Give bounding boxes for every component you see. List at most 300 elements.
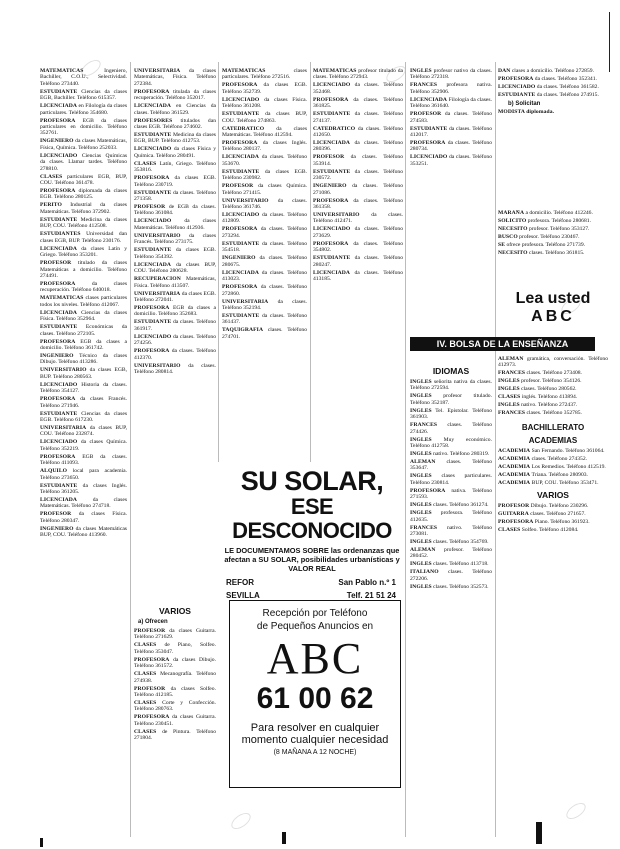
ad-text: nativo. Teléfono 273081. (410, 524, 492, 538)
ad-keyword: LICENCIADA (40, 245, 78, 252)
classified-ad (313, 183, 403, 196)
classified-ad (134, 291, 216, 304)
classified-ad (134, 103, 216, 116)
ad-text: nativo. Teléfono 280319. (431, 451, 490, 458)
classified-ad (222, 126, 307, 139)
ad-text: da clases. Teléfono 280734. (410, 140, 492, 153)
ad-keyword: PROFESOR (410, 111, 442, 118)
classified-ad (134, 89, 216, 102)
ad-text: clases. Teléfono 354769. (431, 539, 489, 546)
ad-text: da clases. Teléfono 352468. (313, 82, 403, 95)
ad-keyword: PROFESORES (134, 117, 173, 124)
classified-ad (40, 339, 127, 352)
classified-ad (40, 382, 127, 395)
ad-keyword: PERITO (40, 202, 62, 209)
solar-phone: Telf. 21 51 24 (346, 591, 396, 600)
ad-keyword: MATEMATICAS (313, 68, 357, 74)
ad-text: da clases. Teléfono 353251. (410, 154, 492, 167)
classified-ad (498, 226, 608, 232)
ad-text: clases. Teléfono 352785. (525, 410, 582, 417)
classified-ad (410, 459, 492, 472)
ad-text: clases. Teléfono 274352. (530, 455, 588, 462)
scan-mark (282, 832, 286, 844)
ad-keyword: FRANCES (410, 422, 438, 429)
ad-text: da clases EGB. Teléfono 354392. (134, 247, 216, 260)
ad-keyword: INGLES (410, 451, 432, 458)
ad-text: diplomada da clases EGB. Teléfono 280125. (40, 188, 127, 201)
classified-ad (410, 561, 492, 567)
ad-keyword: NECESITO (498, 250, 528, 256)
classified-ad (222, 327, 307, 340)
ad-keyword: ESTUDIANTE (222, 312, 260, 319)
classified-ad (134, 190, 216, 203)
classified-ad (40, 138, 127, 151)
ad-keyword: ESTUDIANTE (222, 240, 260, 247)
classified-ad (134, 363, 216, 376)
classified-ad (313, 270, 403, 283)
classified-ad (498, 218, 608, 224)
classified-ad (498, 210, 608, 216)
ad-keyword: UNIVERSITARIO (134, 362, 181, 369)
ad-text: de Pintura. Teléfono 271804. (134, 728, 216, 742)
ad-keyword: INGLES (410, 539, 432, 546)
classified-ad (134, 700, 216, 713)
ad-text: da clases Latín y Griego. Teléfono 353201. (40, 245, 127, 259)
classified-ad (40, 483, 127, 496)
classified-ad (410, 569, 492, 582)
ad-text: clases particulares. Teléfono 230814. (410, 473, 492, 486)
ad-text: da clases. Teléfono 230572. (313, 168, 403, 182)
classified-ad (222, 226, 307, 239)
ad-text: da clases Guitarra. Teléfono 271629. (134, 628, 216, 641)
ad-text: clases. Teléfono 413718. (431, 561, 489, 568)
ad-text: Matemáticas, Física. Teléfono 413507. (134, 276, 216, 289)
ad-keyword: NECESITO (498, 226, 528, 232)
ad-text: Piano. Teléfono 361923. (533, 519, 590, 526)
ad-text: Ciencias da clases EGB, Bachiller. Teléfono 615357. (40, 88, 127, 102)
classified-ad (498, 84, 608, 90)
classified-ad (410, 111, 492, 124)
classified-ad (222, 284, 307, 297)
ad-text: da clases. Teléfono 361917. (134, 319, 216, 332)
ad-keyword: LICENCIADO (134, 146, 172, 153)
classified-ad (313, 140, 403, 153)
ad-text: Técnico da clases Dibujo. Teléfono 413286. (40, 352, 127, 366)
classified-ad (410, 422, 492, 435)
abc-ad-line-3: Para resolver en cualquier (250, 722, 380, 734)
classified-ad (410, 154, 492, 167)
classified-ad (222, 183, 307, 196)
ad-text: profesor titulado. Teléfono 352187. (410, 393, 492, 406)
ad-keyword: ESTUDIANTES (40, 231, 81, 238)
ad-text: da clases. Teléfono 352341. (533, 76, 597, 82)
ad-keyword: ESTUDIANTE (134, 319, 172, 326)
ad-text: San Fernando. Teléfono 361064. (530, 447, 605, 454)
ad-text: da clases Solfeo. Teléfono 412185. (134, 685, 216, 699)
ad-text: Los Remedios. Teléfono 412519. (530, 463, 606, 470)
ad-text: da clases Química. Teléfono 271415. (222, 183, 307, 196)
ad-text: Mecanografía. Teléfono 274938. (134, 671, 216, 684)
ad-keyword: BUSCO (498, 234, 518, 240)
classified-ad (313, 198, 403, 211)
classified-ad (410, 393, 492, 406)
classified-ad (410, 451, 492, 457)
classified-ad (222, 68, 307, 81)
ad-text: da clases. Teléfono 280247. (313, 255, 403, 268)
ad-keyword: CLASES (134, 671, 157, 678)
ad-keyword: LICENCIADA (313, 269, 351, 276)
ad-keyword: CLASES (498, 527, 521, 534)
ad-text: Triana. Teléfono 280903. (530, 471, 588, 478)
classified-ad (40, 217, 127, 230)
ad-keyword: ACADEMIA (498, 479, 531, 486)
classified-ad (222, 313, 307, 326)
ad-text: da clases EGB. Teléfono 230982. (222, 168, 307, 182)
classified-ad (134, 671, 216, 684)
classified-ad (498, 76, 608, 82)
ad-text: da clases Francés. Teléfono 271946. (40, 396, 127, 409)
ad-keyword: PROFESORA (40, 117, 76, 124)
solar-headline-2: ESE DESCONOCIDO (232, 494, 392, 543)
ad-text: clases. Teléfono 274426. (410, 422, 492, 435)
ad-keyword: PROFESORA (222, 226, 258, 233)
classified-ad (498, 402, 608, 408)
ad-keyword: PROFESOR (134, 685, 166, 692)
classified-ad (40, 188, 127, 201)
lea-abc-text: ABC (531, 308, 575, 325)
ad-keyword: ALEMAN (410, 459, 436, 466)
classified-ad (40, 310, 127, 323)
ad-text: da clases. Teléfono 412370. (134, 348, 216, 361)
ad-keyword: LICENCIADA (222, 269, 260, 276)
ad-keyword: INGENIERO (40, 352, 74, 359)
lea-usted-abc (498, 290, 608, 332)
ad-text: da clases BUP, COU. Teléfono 280628. (134, 261, 216, 275)
ad-text: da clases EGB. Teléfono 352739. (222, 82, 307, 95)
classified-ad (410, 510, 492, 523)
classified-ad (134, 218, 216, 231)
ad-text: da clases Matemáticas, Física, Química. Teléfono 252033. (40, 138, 127, 151)
ad-keyword: PROFESORA (40, 280, 76, 287)
classified-ad (40, 353, 127, 366)
ad-text: clases. Teléfono 361815. (527, 250, 585, 256)
ad-text: EGB da clases. Teléfono 411093. (40, 453, 127, 467)
classified-ad (313, 241, 403, 254)
ad-keyword: DAN (498, 68, 511, 74)
ad-keyword: MARAÑA (498, 210, 525, 216)
ad-keyword: PROFESORA (134, 304, 170, 311)
ad-keyword: LICENCIADA (410, 96, 448, 103)
ad-text: da clases. Teléfono 353670. (222, 154, 307, 167)
ad-keyword: LICENCIADA (40, 309, 78, 316)
classified-ad (313, 126, 403, 139)
classified-ad (40, 468, 127, 481)
ad-keyword: CLASES (134, 160, 157, 167)
classified-ad (134, 319, 216, 332)
ad-text: Ciencias Químicas da clases. Llamar tardes. Teléfono 278810. (40, 152, 127, 172)
ad-keyword: LICENCIADO (40, 381, 78, 388)
ad-text: a domicilio. Teléfono 412246. (524, 210, 593, 216)
ad-keyword: LICENCIADO (498, 84, 536, 90)
ad-text: da clases Física. Teléfono 361208. (222, 96, 307, 110)
ad-text: clases. Teléfono 280562. (519, 386, 577, 393)
ad-text: Tel. Epistolar. Teléfono 361903. (410, 407, 492, 421)
classified-ad (410, 82, 492, 95)
ad-text: clases. Teléfono 353647. (410, 459, 492, 472)
classified-ad (498, 472, 608, 478)
ad-text: da clases Matemáticas. Teléfono 274718. (40, 497, 127, 510)
classified-ad (40, 425, 127, 438)
ad-text: da clases Francés. Teléfono 273175. (134, 232, 216, 246)
classified-ad (313, 255, 403, 268)
classified-ad (40, 89, 127, 102)
ad-keyword: INGLES (498, 386, 520, 393)
ad-keyword: PROFESORA (40, 188, 76, 195)
classified-ad (40, 260, 127, 279)
ad-keyword: ACADEMIA (498, 471, 531, 478)
ad-keyword: CLASES (40, 173, 63, 180)
classified-ad (313, 82, 403, 95)
ad-text: titulados dan clases EGB. Teléfono 274602. (134, 117, 216, 131)
ad-keyword: ESTUDIANTE (40, 482, 78, 489)
ad-text: da clases. Teléfono 274137. (313, 111, 403, 124)
ad-keyword: LICENCIADO (313, 226, 351, 233)
ad-keyword: UNIVERSITARIA (40, 424, 87, 431)
abc-ad-hours: (8 MAÑANA A 12 NOCHE) (273, 749, 357, 756)
ad-text: ofrece profesora. Teléfono 271739. (505, 242, 586, 248)
ad-keyword: FRANCES (410, 82, 438, 89)
abc-ad-line-2: de Pequeños Anuncios en (256, 621, 374, 632)
ad-keyword: PROFESOR (134, 204, 166, 211)
ad-text: da clases. Teléfono 361825. (313, 96, 403, 110)
ad-keyword: LICENCIADO (222, 96, 260, 103)
ad-keyword: CLASES (134, 700, 157, 707)
ad-text: da clases Matemáticas. Teléfono 412594. (222, 125, 307, 139)
ad-keyword: PROFESORA (40, 453, 76, 460)
ad-keyword: INGENIERO (40, 525, 74, 532)
ad-keyword: FRANCES (410, 524, 438, 531)
academias-heading: ACADEMIAS (528, 435, 578, 445)
ad-text: EGB da clases a domicilio. Teléfono 352683. (134, 304, 216, 318)
classified-ad (40, 396, 127, 409)
ad-keyword: RECUPERACION (134, 276, 181, 283)
classified-ad (313, 212, 403, 225)
classified-ad (222, 111, 307, 124)
classified-ad (313, 68, 403, 81)
classified-ad (410, 68, 492, 81)
classified-ad (134, 146, 216, 159)
classified-ad (134, 247, 216, 260)
classified-ad (410, 437, 492, 450)
ad-text: Latín, Griego. Teléfono 353816. (134, 160, 216, 174)
classified-ad (134, 68, 216, 87)
ad-text: profesora. Teléfono 280681. (526, 218, 591, 224)
ad-keyword: LICENCIADO (40, 439, 78, 446)
classified-ad (222, 154, 307, 167)
ad-keyword: CLASES (134, 728, 157, 735)
classified-ad (134, 161, 216, 174)
abc-phone-ad (229, 600, 401, 788)
classified-ad (498, 386, 608, 392)
classified-ad (410, 502, 492, 508)
ad-keyword: INGLES (498, 402, 520, 409)
solicitan-heading: b) Solicitan (508, 101, 541, 108)
classified-ad (410, 525, 492, 538)
ad-text: da clases BUP, COU. Teléfono 232874. (40, 424, 127, 438)
ad-keyword: FRANCES (498, 410, 526, 417)
ad-keyword: PROFESORA (222, 82, 258, 89)
column-6-solicitan (498, 210, 608, 280)
ad-keyword: LICENCIADO (410, 154, 448, 161)
column-rule (405, 62, 406, 837)
ad-text: local para academia. Teléfono 273650. (40, 468, 127, 481)
classified-ad (498, 234, 608, 240)
ad-keyword: INGLES (410, 561, 432, 568)
ad-keyword: ALEMAN (410, 547, 436, 554)
ad-text: da clases. Teléfono 354518. (222, 240, 307, 254)
watermark-seal (229, 810, 254, 832)
classified-ad (40, 497, 127, 510)
ad-text: inglés. Teléfono 413894. (520, 394, 578, 401)
solar-address: San Pablo n.º 1 (338, 578, 396, 587)
classified-ad (498, 527, 608, 533)
ad-keyword: PROFESORA (40, 396, 76, 403)
ad-text: da clases. Teléfono 413185. (313, 269, 403, 283)
ad-text: clases. Teléfono 361274. (431, 502, 489, 509)
ad-text: Ciencias da clases EGB. Teléfono 617230. (40, 410, 127, 423)
classified-ad (222, 270, 307, 283)
ad-text: Historia da clases. Teléfono 354127. (40, 381, 127, 395)
ad-keyword: SOLICITO (498, 218, 527, 224)
classified-ad (498, 519, 608, 525)
ad-text: clases. Teléfono 273408. (525, 370, 582, 377)
ad-keyword: UNIVERSITARIA (134, 290, 181, 297)
classified-ad (40, 526, 127, 539)
ad-text: titulada da clases recuperación. Teléfono 352017. (134, 88, 216, 102)
classified-ad (40, 281, 127, 294)
ad-text: clases. Teléfono 271657. (528, 511, 586, 518)
ad-text: da clases. Teléfono 272860. (222, 284, 307, 297)
classified-ad (498, 511, 608, 517)
ad-keyword: UNIVERSITARIA (222, 298, 269, 305)
page-edge-rule (609, 12, 610, 72)
ad-text: da clases Matemáticas. Teléfono 412936. (134, 218, 216, 231)
classified-ad (222, 140, 307, 153)
ad-keyword: LICENCIADA (313, 140, 351, 147)
ad-text: da clases. Teléfono 412650. (313, 125, 403, 139)
ad-keyword: UNIVERSITARIO (313, 212, 360, 219)
ad-keyword: UNIVERSITARIO (40, 367, 87, 374)
ad-keyword: UNIVERSITARIO (222, 197, 269, 204)
ad-text: profesora. Teléfono 412635. (410, 510, 492, 523)
ad-keyword: PROFESORA (410, 140, 446, 147)
classified-ad (222, 169, 307, 182)
classified-ad (222, 198, 307, 211)
classified-ad (222, 299, 307, 312)
ad-text: Ingeniero, Bachiller, C.O.U., Selectividad. Teléfono 273440. (40, 68, 127, 87)
solar-city: SEVILLA (226, 591, 260, 600)
classified-ad (410, 488, 492, 501)
ad-text: gramática, conversación. Teléfono 412973. (498, 356, 608, 369)
classified-ad (222, 97, 307, 110)
ad-keyword: PROFESOR (222, 183, 254, 190)
classified-ad (410, 408, 492, 421)
ad-text: da clases EGB. Teléfono 230719. (134, 175, 216, 188)
ad-text: da clases Inglés. Teléfono 280137. (222, 140, 307, 153)
classified-ad (40, 454, 127, 467)
classified-ad (134, 132, 216, 145)
ad-text: da clases. Teléfono 280396. (313, 140, 403, 153)
ad-keyword: ESTUDIANTE (222, 168, 260, 175)
ad-text: profesor. Teléfono 353127. (527, 226, 590, 232)
abc-brand: ABC (266, 634, 364, 683)
ad-keyword: ESTUDIANTE (40, 216, 78, 223)
ad-keyword: INGLES (410, 68, 432, 74)
ad-keyword: INGENIERO (313, 183, 347, 190)
ad-text: Corte y Confección. Teléfono 280763. (134, 700, 216, 713)
classified-ad (134, 118, 216, 131)
ad-keyword: INGLES (410, 583, 432, 590)
ad-keyword: LICENCIADO (134, 333, 172, 340)
classified-ad (134, 729, 216, 742)
ad-text: da clases BUP, COU. Teléfono 274863. (222, 111, 307, 124)
ad-text: da clases. Teléfono 354802. (313, 240, 403, 254)
ad-keyword: PROFESORA (134, 175, 170, 182)
ad-text: clases. Teléfono 272206. (410, 569, 492, 582)
classified-ad (134, 714, 216, 727)
column-5-idiomas (410, 356, 492, 841)
ad-keyword: PROFESOR (498, 503, 530, 510)
ad-text: Medicina da clases BUP, COU. Teléfono 412508. (40, 216, 127, 230)
column-3 (222, 68, 307, 398)
ad-keyword: PROFESORA (498, 519, 534, 526)
ad-text: da clases Dibujo. Teléfono 361572. (134, 656, 216, 670)
classified-ad (313, 97, 403, 110)
ad-keyword: PROFESORA (222, 140, 258, 147)
classified-ad (410, 547, 492, 560)
ad-text: de Piano, Solfeo. Teléfono 353047. (134, 642, 216, 655)
ad-keyword: ESTUDIANTE (222, 111, 260, 118)
ad-text: particulares EGB, BUP, COU. Teléfono 361478. (40, 173, 127, 187)
classified-ad (410, 379, 492, 392)
ad-keyword: ESTUDIANTE (40, 410, 78, 417)
classified-ad (40, 231, 127, 244)
ad-keyword: CATEDRATICO (222, 125, 265, 132)
column-6-lower (498, 356, 608, 836)
column-2-varios (134, 602, 216, 842)
ad-text: Medicina da clases EGB, BUP. Teléfono 412753. (134, 132, 216, 145)
ad-text: da clases. Teléfono 273629. (313, 226, 403, 239)
ad-text: nativo. Teléfono 272437. (519, 402, 578, 409)
solar-headline-1: SU SOLAR, (240, 466, 384, 496)
classified-ad (498, 394, 608, 400)
ad-keyword: ESTUDIANTE (40, 324, 78, 331)
ad-keyword: ACADEMIA (498, 447, 531, 454)
ad-text: da clases recuperación. Teléfono 640018. (40, 280, 127, 294)
ad-text: da clases. Teléfono 353914. (313, 154, 403, 167)
ad-text: da clases Guitarra. Teléfono 230451. (134, 714, 216, 727)
column-1 (40, 68, 127, 838)
ad-keyword: ACADEMIA (498, 455, 531, 462)
ad-keyword: PROFESORA (134, 348, 170, 355)
ad-text: da clases. Teléfono 274915. (535, 92, 599, 98)
ad-text: profesor titulado da clases. Teléfono 272943. (313, 68, 403, 81)
ad-keyword: INGENIERO (222, 255, 256, 262)
ad-text: da clases Matemáticas BUP, COU. Teléfono 413960. (40, 525, 127, 539)
ad-keyword: ESTUDIANTE (134, 247, 172, 254)
ad-text: clases particulares. Teléfono 272516. (222, 68, 307, 81)
classified-ad (410, 97, 492, 110)
